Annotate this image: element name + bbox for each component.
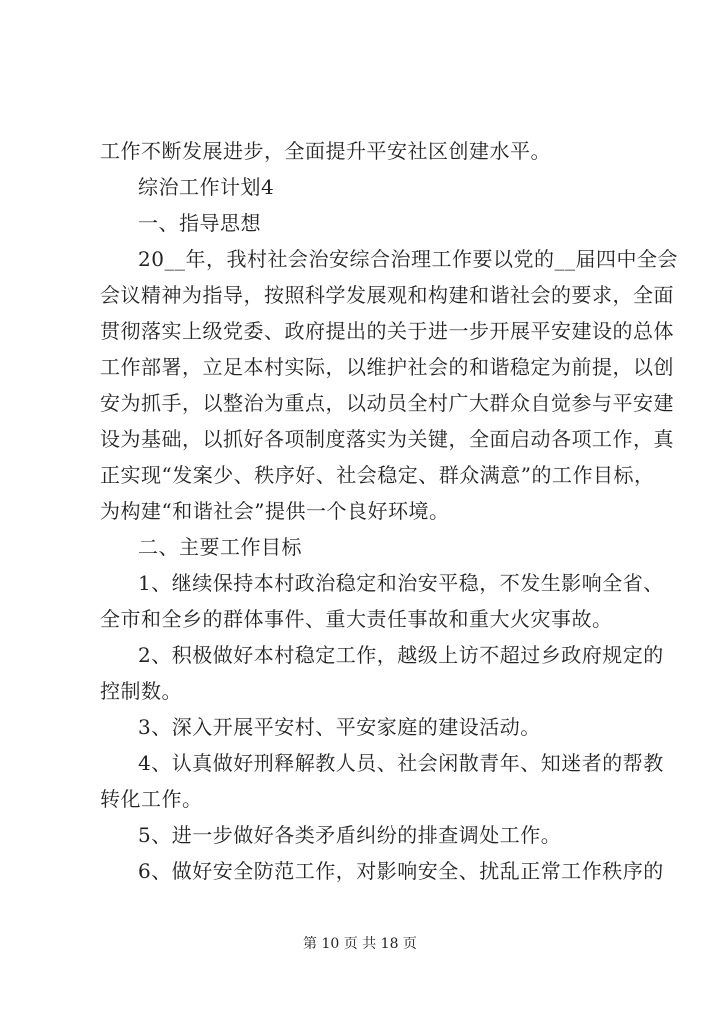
text-line: 6、做好安全防范工作，对影响安全、扰乱正常工作秩序的: [138, 859, 664, 883]
text-line: 20__年，我村社会治安综合治理工作要以党的__届四中全会: [138, 247, 678, 271]
text-line: 控制数。: [100, 679, 182, 703]
text-line: 工作不断发展进步，全面提升平安社区创建水平。: [100, 139, 551, 163]
text-line: 会议精神为指导，按照科学发展观和构建和谐社会的要求，全面: [100, 283, 674, 307]
text-line: 5、进一步做好各类矛盾纠纷的排查调处工作。: [138, 823, 562, 847]
text-line: 综治工作计划4: [138, 175, 275, 199]
page-footer: 第 10 页 共 18 页: [303, 936, 417, 952]
text-line: 1、继续保持本村政治稳定和治安平稳，不发生影响全省、: [138, 571, 664, 595]
text-line: 安为抓手，以整治为重点，以动员全村广大群众自觉参与平安建: [100, 391, 674, 415]
text-line: 3、深入开展平安村、平安家庭的建设活动。: [138, 715, 541, 739]
text-line: 转化工作。: [100, 787, 203, 811]
text-line: 工作部署，立足本村实际，以维护社会的和谐稳定为前提，以创: [100, 355, 674, 379]
text-line: 为构建“和谐社会”提供一个良好环境。: [100, 499, 450, 523]
text-line: 4、认真做好刑释解教人员、社会闲散青年、知迷者的帮教: [138, 751, 664, 775]
text-line: 全市和全乡的群体事件、重大责任事故和重大火灾事故。: [100, 607, 613, 631]
text-line: 2、积极做好本村稳定工作，越级上访不超过乡政府规定的: [138, 643, 664, 667]
text-line: 设为基础，以抓好各项制度落实为关键，全面启动各项工作，真: [100, 427, 674, 451]
text-line: 正实现“发案少、秩序好、社会稳定、群众满意”的工作目标，: [100, 463, 655, 487]
text-line: 一、指导思想: [138, 211, 261, 235]
document-body: [100, 133, 678, 889]
text-line: 二、主要工作目标: [138, 535, 302, 559]
text-line: 贯彻落实上级党委、政府提出的关于进一步开展平安建设的总体: [100, 319, 674, 343]
